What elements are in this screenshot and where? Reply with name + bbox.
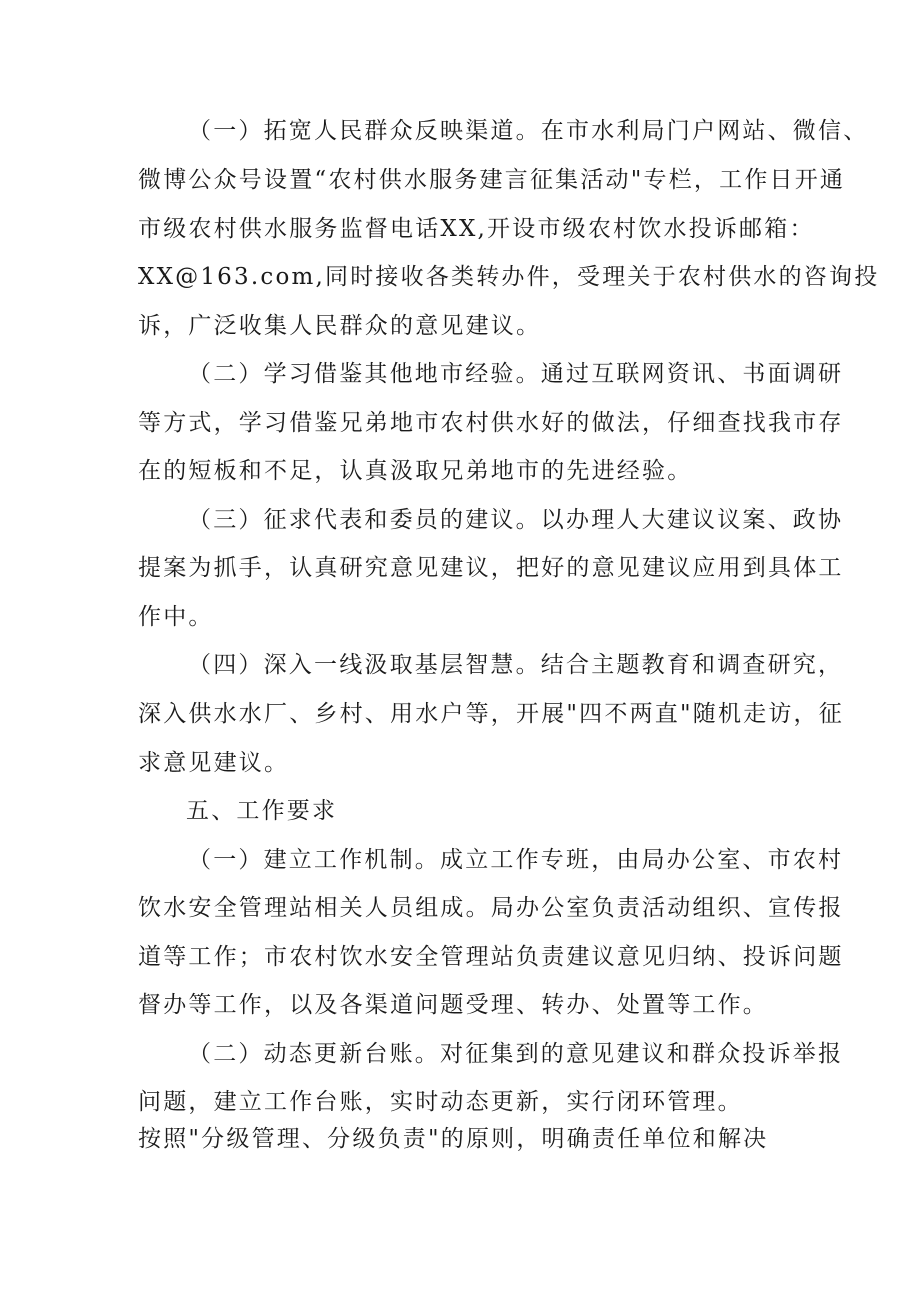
paragraph-4-line-1: （四）深入一线汲取基层智慧。结合主题教育和调查研究， (188, 652, 844, 678)
paragraph-6-line-3: 按照"分级管理、分级负责"的原则，明确责任单位和解决 (138, 1126, 769, 1152)
paragraph-4-line-3: 求意见建议。 (138, 750, 290, 776)
paragraph-1-line-2: 微博公众号设置“农村供水服务建言征集活动"专栏，工作日开通 (138, 167, 846, 193)
paragraph-2-line-2: 等方式，学习借鉴兄弟地市农村供水好的做法，仔细查找我市存 (138, 410, 844, 436)
paragraph-5-line-4: 督办等工作，以及各渠道问题受理、转办、处置等工作。 (138, 992, 768, 1018)
paragraph-2-line-3: 在的短板和不足，认真汲取兄弟地市的先进经验。 (138, 458, 693, 484)
paragraph-2-line-1: （二）学习借鉴其他地市经验。通过互联网资讯、书面调研 (188, 361, 844, 387)
paragraph-1-line-3: 市级农村供水服务监督电话XX,开设市级农村饮水投诉邮箱： (138, 216, 815, 242)
paragraph-6-line-1: （二）动态更新台账。对征集到的意见建议和群众投诉举报 (188, 1041, 844, 1067)
paragraph-3-line-2: 提案为抓手，认真研究意见建议，把好的意见建议应用到具体工 (138, 555, 844, 581)
paragraph-1-line-5: 诉，广泛收集人民群众的意见建议。 (138, 313, 542, 339)
paragraph-5-line-3: 道等工作；市农村饮水安全管理站负责建议意见归纳、投诉问题 (138, 944, 844, 970)
paragraph-6-line-2: 问题，建立工作台账，实时动态更新，实行闭环管理。 (138, 1089, 743, 1115)
paragraph-1-line-1: （一）拓宽人民群众反映渠道。在市水利局门户网站、微信、 (188, 118, 869, 144)
paragraph-4-line-2: 深入供水水厂、乡村、用水户等，开展"四不两直"随机走访，征 (138, 701, 844, 727)
paragraph-5-line-1: （一）建立工作机制。成立工作专班，由局办公室、市农村 (188, 847, 844, 873)
paragraph-1-line-4: XX@163.com,同时接收各类转办件，受理关于农村供水的咨询投 (138, 264, 880, 290)
section-heading: 五、工作要求 (186, 798, 338, 824)
paragraph-3-line-3: 作中。 (138, 604, 214, 630)
paragraph-5-line-2: 饮水安全管理站相关人员组成。局办公室负责活动组织、宣传报 (138, 895, 844, 921)
paragraph-3-line-1: （三）征求代表和委员的建议。以办理人大建议议案、政协 (188, 507, 844, 533)
